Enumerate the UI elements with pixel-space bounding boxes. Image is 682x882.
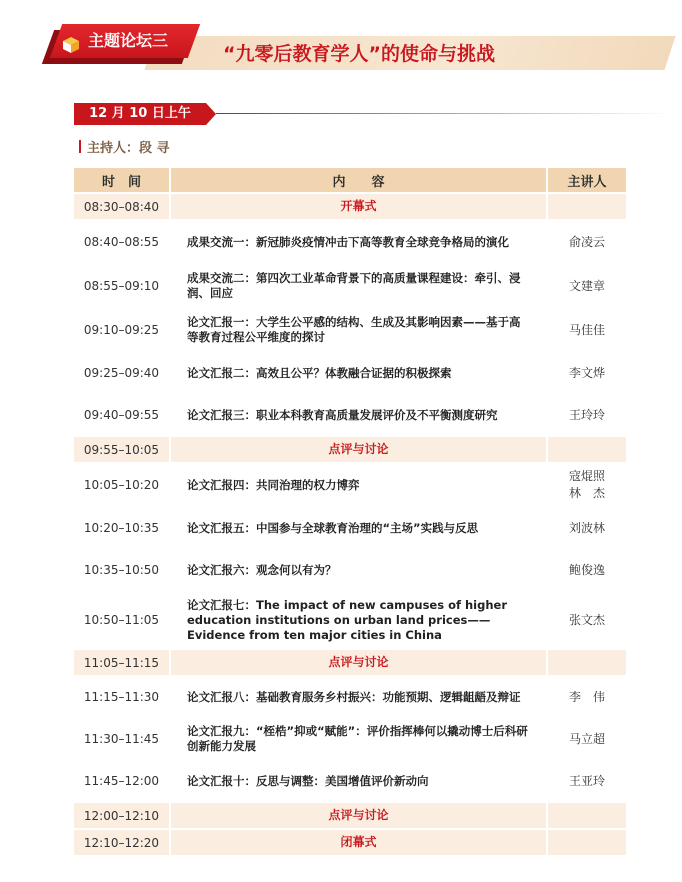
forum-tag-label: 主题论坛三 xyxy=(88,31,169,50)
header-speaker: 主讲人 xyxy=(546,168,626,192)
table-row-break xyxy=(74,650,626,675)
speaker-cell: 俞凌云 xyxy=(546,221,626,263)
time-cell: 10:50–11:05 xyxy=(74,592,169,648)
content-cell: 点评与讨论 xyxy=(169,437,546,462)
header-time: 时 间 xyxy=(74,168,169,192)
speaker-cell: 刘波林 xyxy=(546,508,626,548)
content-cell: 闭幕式 xyxy=(169,830,546,855)
speaker-cell xyxy=(546,803,626,828)
header-content: 内 容 xyxy=(169,168,546,192)
content-cell: 论文汇报四：共同治理的权力博弈 xyxy=(169,464,546,506)
time-cell: 12:10–12:20 xyxy=(74,830,169,855)
speaker-cell: 寇焜照 林 杰 xyxy=(546,464,626,506)
date-divider xyxy=(216,113,671,114)
table-header-row xyxy=(74,168,626,192)
table-row xyxy=(74,464,626,506)
cube-icon xyxy=(62,32,80,50)
time-cell: 08:30–08:40 xyxy=(74,194,169,219)
schedule-table xyxy=(74,166,626,857)
content-cell: 论文汇报七：The impact of new campuses of higher education institutions on urban land prices——Evidence from ten major cities in China xyxy=(169,592,546,648)
table-row-break xyxy=(74,437,626,462)
speaker-cell: 张文杰 xyxy=(546,592,626,648)
session-date: 12 月 10 日上午 xyxy=(74,103,206,125)
content-cell: 成果交流二：第四次工业革命背景下的高质量课程建设：牵引、浸润、回应 xyxy=(169,265,546,307)
speaker-cell: 鲍俊逸 xyxy=(546,550,626,590)
time-cell: 09:10–09:25 xyxy=(74,309,169,351)
content-cell: 论文汇报三：职业本科教育高质量发展评价及不平衡测度研究 xyxy=(169,395,546,435)
table-row xyxy=(74,353,626,393)
speaker-cell xyxy=(546,194,626,219)
speaker-cell xyxy=(546,830,626,855)
time-cell: 09:55–10:05 xyxy=(74,437,169,462)
table-row xyxy=(74,677,626,717)
time-cell: 10:20–10:35 xyxy=(74,508,169,548)
content-cell: 论文汇报九：“桎梏”抑或“赋能”：评价指挥棒何以撬动博士后科研创新能力发展 xyxy=(169,719,546,759)
speaker-cell: 李 伟 xyxy=(546,677,626,717)
time-cell: 08:40–08:55 xyxy=(74,221,169,263)
forum-title: “九零后教育学人”的使命与挑战 xyxy=(223,43,495,65)
content-cell: 论文汇报十：反思与调整：美国增值评价新动向 xyxy=(169,761,546,801)
table-row xyxy=(74,592,626,648)
speaker-cell: 文建章 xyxy=(546,265,626,307)
host-line xyxy=(79,137,170,155)
time-cell: 09:25–09:40 xyxy=(74,353,169,393)
table-row xyxy=(74,719,626,759)
forum-tag-content xyxy=(62,24,168,58)
table-row xyxy=(74,265,626,307)
table-row-break xyxy=(74,830,626,855)
table-row-break xyxy=(74,194,626,219)
content-cell: 论文汇报一：大学生公平感的结构、生成及其影响因素——基于高等教育过程公平维度的探讨 xyxy=(169,309,546,351)
table-row xyxy=(74,395,626,435)
content-cell: 点评与讨论 xyxy=(169,803,546,828)
content-cell: 开幕式 xyxy=(169,194,546,219)
content-cell: 成果交流一：新冠肺炎疫情冲击下高等教育全球竞争格局的演化 xyxy=(169,221,546,263)
schedule-body xyxy=(74,194,626,855)
host-marker xyxy=(79,140,81,153)
content-cell: 论文汇报八：基础教育服务乡村振兴：功能预期、逻辑龃龉及辩证 xyxy=(169,677,546,717)
time-cell: 08:55–09:10 xyxy=(74,265,169,307)
table-row xyxy=(74,761,626,801)
content-cell: 论文汇报六：观念何以有为？ xyxy=(169,550,546,590)
speaker-cell: 王亚玲 xyxy=(546,761,626,801)
time-cell: 10:05–10:20 xyxy=(74,464,169,506)
speaker-cell: 马立超 xyxy=(546,719,626,759)
content-cell: 点评与讨论 xyxy=(169,650,546,675)
time-cell: 11:15–11:30 xyxy=(74,677,169,717)
table-row xyxy=(74,309,626,351)
time-cell: 12:00–12:10 xyxy=(74,803,169,828)
speaker-cell: 马佳佳 xyxy=(546,309,626,351)
time-cell: 11:45–12:00 xyxy=(74,761,169,801)
content-cell: 论文汇报五：中国参与全球教育治理的“主场”实践与反思 xyxy=(169,508,546,548)
table-row-break xyxy=(74,803,626,828)
speaker-cell: 王玲玲 xyxy=(546,395,626,435)
host-text: 主持人：段 寻 xyxy=(87,140,170,156)
speaker-cell: 李文烨 xyxy=(546,353,626,393)
table-row xyxy=(74,550,626,590)
table-row xyxy=(74,221,626,263)
speaker-cell xyxy=(546,650,626,675)
time-cell: 11:30–11:45 xyxy=(74,719,169,759)
time-cell: 09:40–09:55 xyxy=(74,395,169,435)
table-row xyxy=(74,508,626,548)
time-cell: 10:35–10:50 xyxy=(74,550,169,590)
time-cell: 11:05–11:15 xyxy=(74,650,169,675)
speaker-cell xyxy=(546,437,626,462)
content-cell: 论文汇报二：高效且公平？体教融合证据的积极探索 xyxy=(169,353,546,393)
